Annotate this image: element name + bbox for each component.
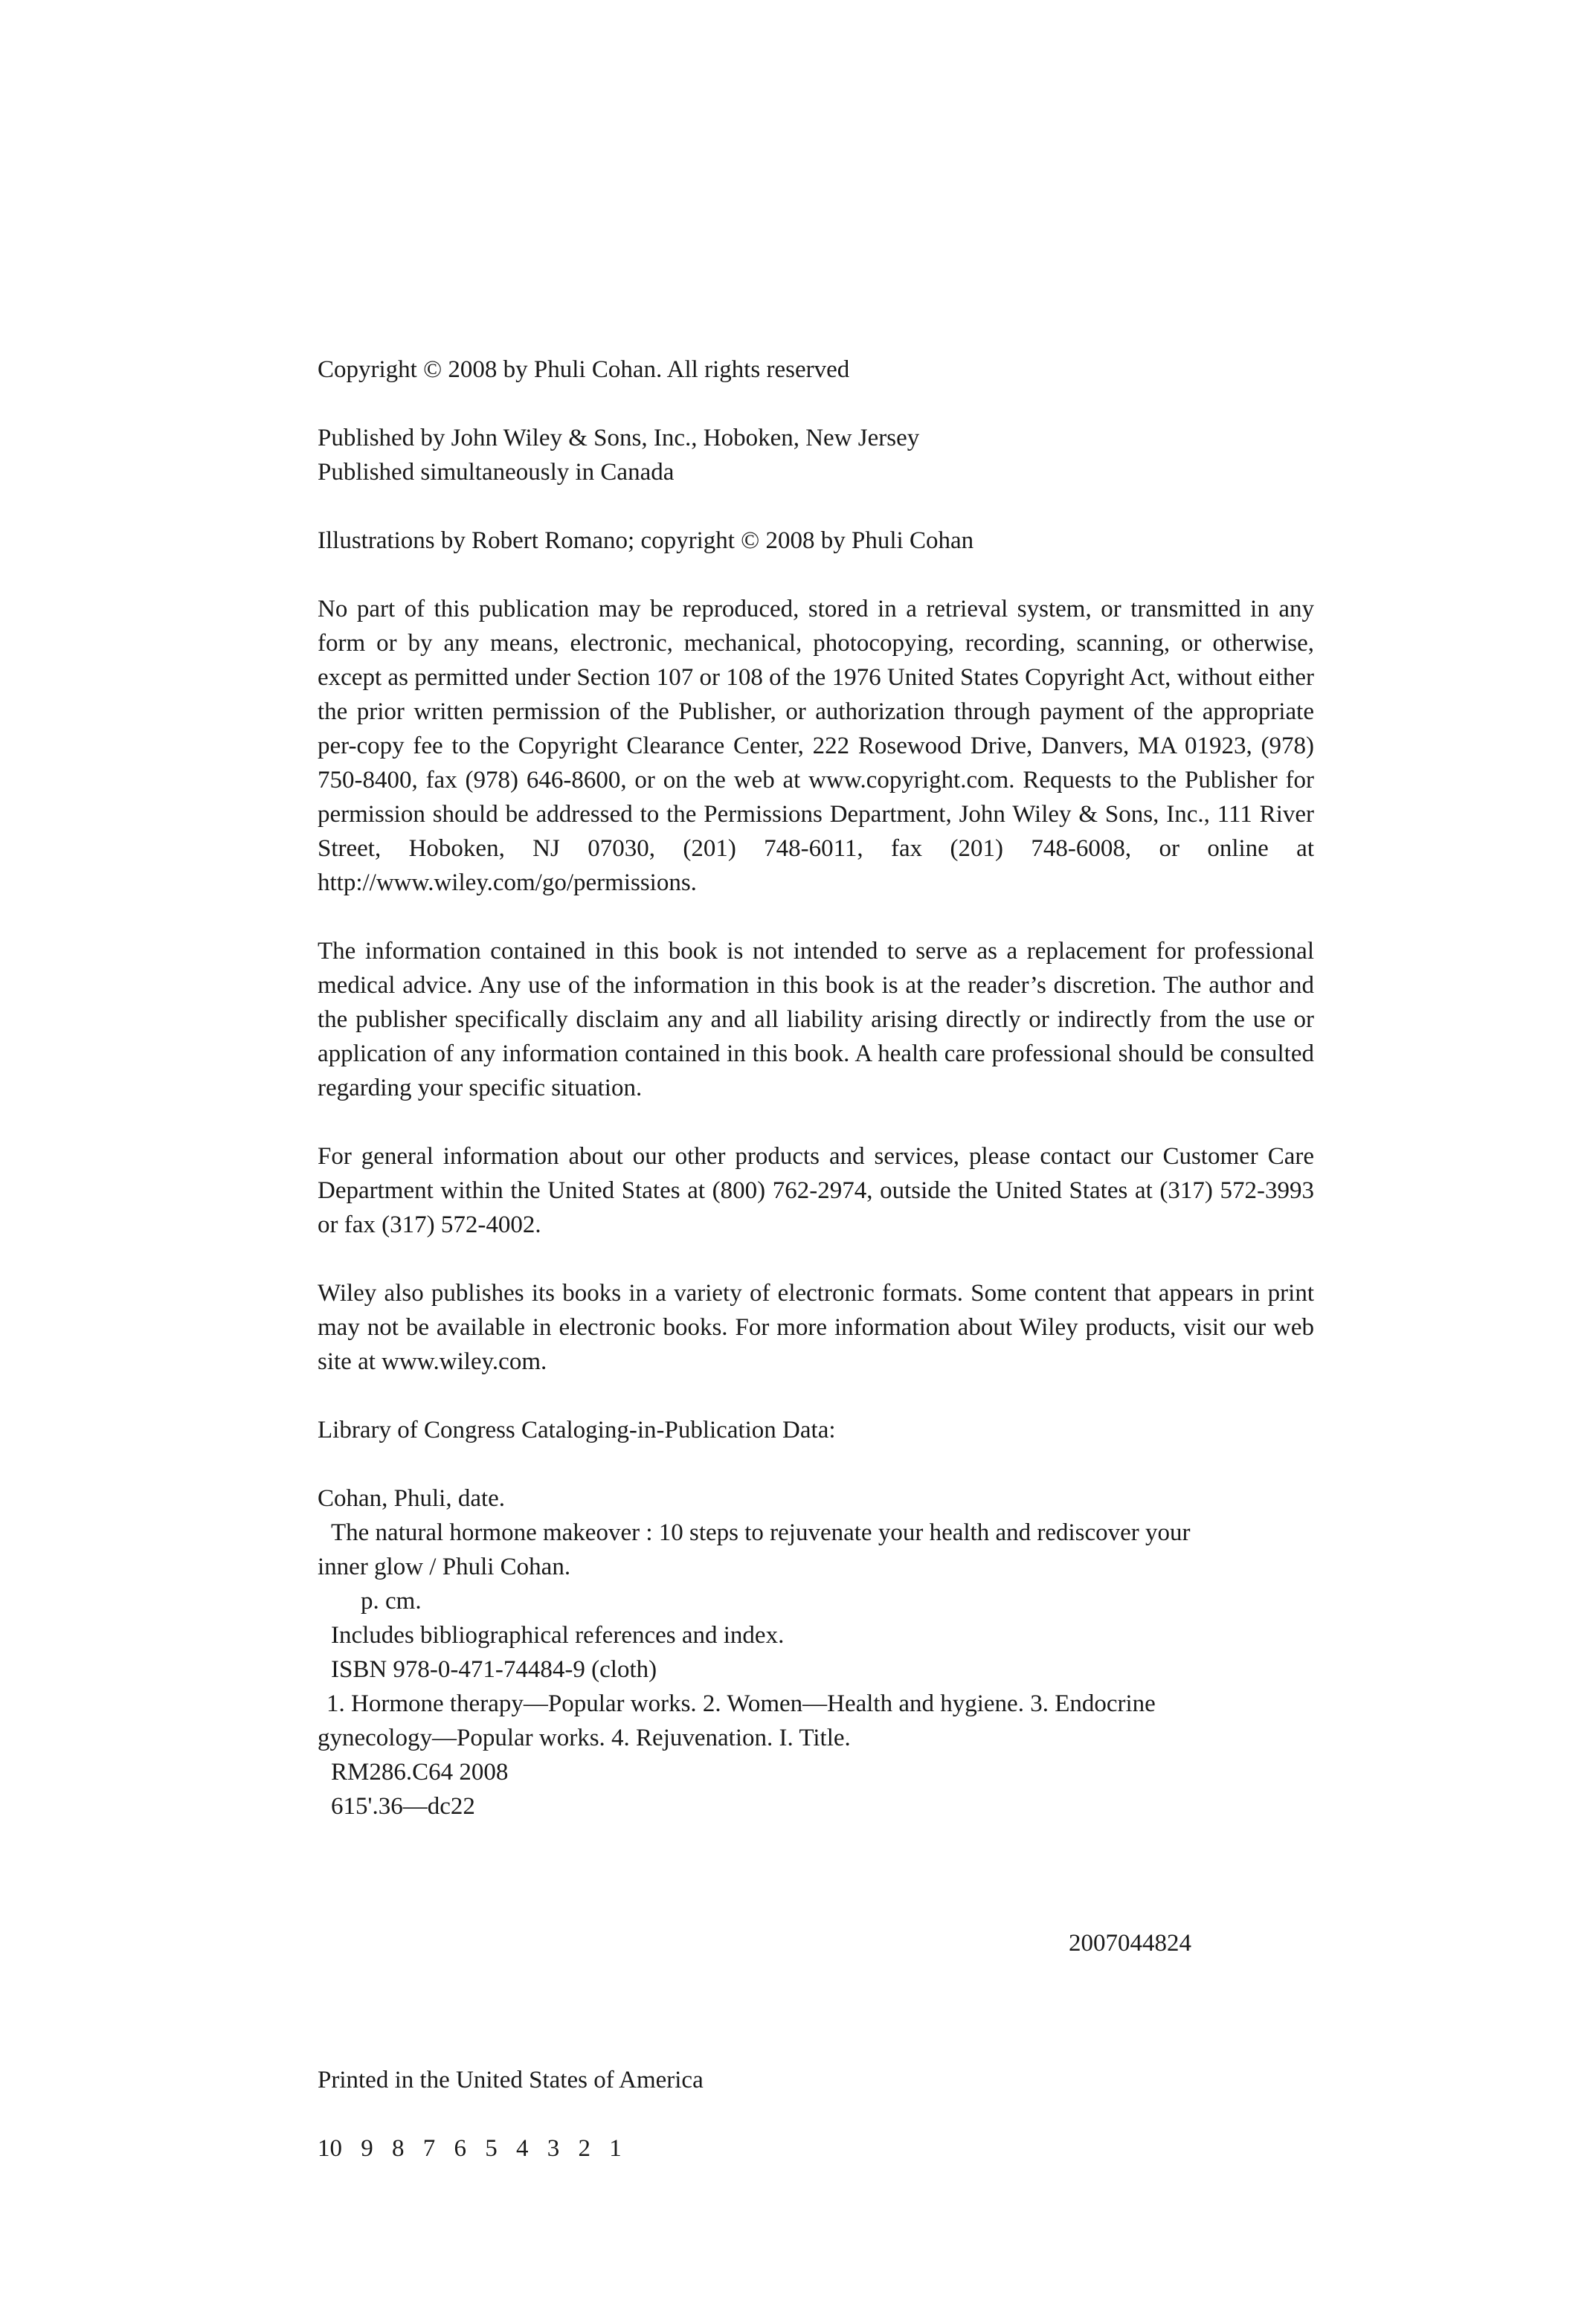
cip-subjects-line1: 1. Hormone therapy—Popular works. 2. Women—Health and hygiene. 3. Endocrine [326, 1690, 1156, 1717]
cip-dewey: 615'.36—dc22 [331, 1793, 475, 1820]
general-info-block [318, 1139, 1314, 1242]
rights-block [318, 592, 1314, 900]
published-by: Published by John Wiley & Sons, Inc., Hoboken, New Jersey [318, 425, 920, 451]
general-info: For general information about our other products and services, please contact our Customer Care Department within the United States at (800) 762-2974, outside the United States at (317) 572-3993 or fax (317) 572-4002. [318, 1143, 1314, 1238]
printed-in-block [318, 2063, 1314, 2097]
printing-number: 2 [578, 2135, 590, 2162]
printing-number: 6 [454, 2135, 466, 2162]
loc-heading-block [318, 1413, 1314, 1447]
copyright-line: Copyright © 2008 by Phuli Cohan. All rights reserved [318, 356, 850, 383]
cip-title-line1: The natural hormone makeover : 10 steps to rejuvenate your health and rediscover your [331, 1519, 1191, 1546]
cip-record [318, 1481, 1314, 2029]
printing-number: 10 [318, 2135, 342, 2162]
cip-author: Cohan, Phuli, date. [318, 1485, 506, 1512]
cip-subjects-line2: gynecology—Popular works. 4. Rejuvenation. I. Title. [318, 1725, 851, 1751]
electronic-formats: Wiley also publishes its books in a variety of electronic formats. Some content that appears in print may not be available in electronic books. For more information about Wiley products, visit our web site at www.wiley.com. [318, 1280, 1314, 1375]
printing-number: 7 [422, 2135, 436, 2162]
published-canada: Published simultaneously in Canada [318, 459, 675, 486]
copyright-block [318, 353, 1314, 387]
disclaimer-block [318, 934, 1314, 1105]
cip-lc-class: RM286.C64 2008 [331, 1759, 509, 1786]
printing-number: 1 [609, 2135, 622, 2162]
cip-lccn: 2007044824 [1069, 1930, 1191, 1957]
illustrations-block [318, 524, 1314, 558]
rights-paragraph: No part of this publication may be reproduced, stored in a retrieval system, or transmitted in any form or by any means, electronic, mechanical, photocopying, recording, scanning, or otherwise, except as permitted under Section 107 or 108 of the 1976 United States Copyright Act, without either the prior written permission of the Publisher, or authorization through payment of the appropriate per-copy fee to the Copyright Clearance Center, 222 Rosewood Drive, Danvers, MA 01923, (978) 750-8400, fax (978) 646-8600, or on the web at www.copyright.com. Requests to the Publisher for permission should be addressed to the Permissions Department, John Wiley & Sons, Inc., 111 River Street, Hoboken, NJ 07030, (201) 748-6011, fax (201) 748-6008, or online at http://www.wiley.com/go/permissions. [318, 596, 1314, 896]
printing-number: 4 [516, 2135, 529, 2162]
cip-isbn: ISBN 978-0-471-74484-9 (cloth) [331, 1656, 657, 1683]
cip-title-line2: inner glow / Phuli Cohan. [318, 1554, 571, 1580]
illustrations-credit: Illustrations by Robert Romano; copyright © 2008 by Phuli Cohan [318, 527, 974, 554]
printed-in: Printed in the United States of America [318, 2067, 704, 2093]
printing-number: 8 [392, 2135, 405, 2162]
medical-disclaimer: The information contained in this book is not intended to serve as a replacement for professional medical advice. Any use of the information in this book is at the reader’s discretion. The author and the publisher specifically disclaim any and all liability arising directly or indirectly from the use or application of any information contained in this book. A health care professional should be consulted regarding your specific situation. [318, 938, 1314, 1101]
loc-heading: Library of Congress Cataloging-in-Publication Data: [318, 1417, 836, 1443]
cip-includes: Includes bibliographical references and index. [331, 1622, 785, 1649]
printing-number: 5 [485, 2135, 498, 2162]
publisher-block [318, 421, 1314, 489]
printing-number: 9 [361, 2135, 373, 2162]
printing-number: 3 [547, 2135, 560, 2162]
copyright-page [318, 353, 1314, 2200]
electronic-formats-block [318, 1276, 1314, 1379]
cip-pages: p. cm. [361, 1588, 422, 1615]
printing-numbers [318, 2131, 1314, 2166]
